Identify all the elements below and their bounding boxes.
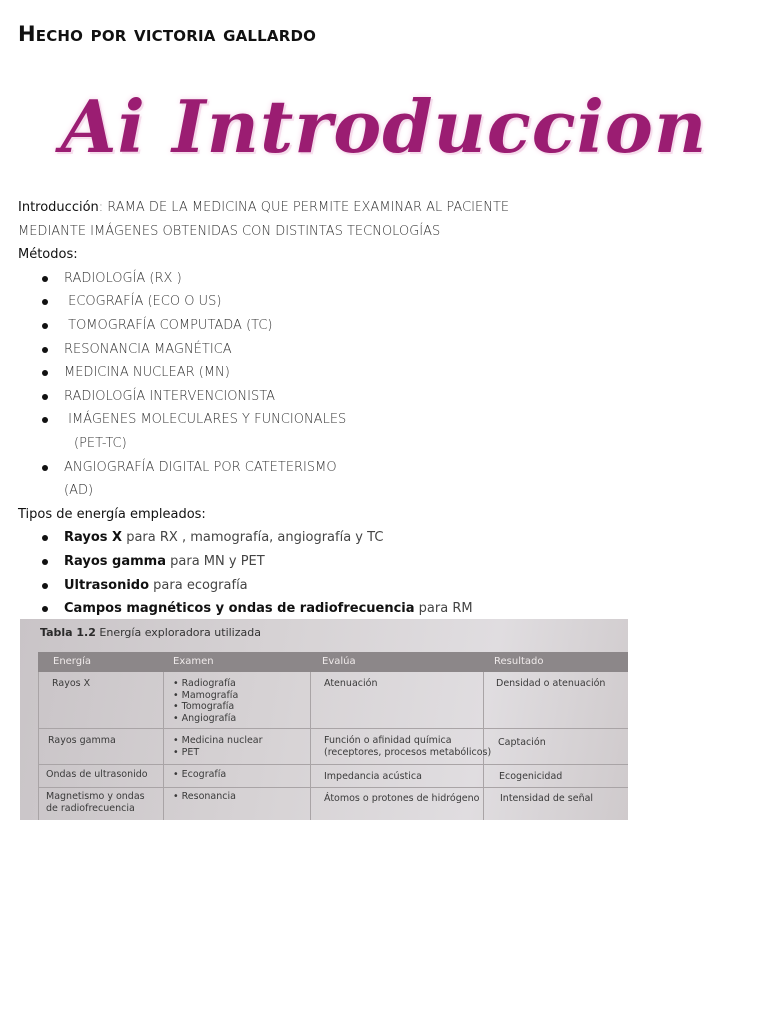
bullet-icon (42, 417, 48, 423)
header-resultado: Resultado (494, 656, 544, 667)
header-examen: Examen (173, 656, 214, 667)
bullet-icon (42, 583, 48, 589)
method-item: RESONANCIA MAGNÉTICA (18, 338, 738, 362)
method-item-continuation: (PET-TC) (74, 435, 127, 451)
method-item: ECOGRAFÍA (ECO O US) (18, 290, 738, 314)
intro-line-1 (18, 196, 738, 220)
notes-body (18, 196, 738, 621)
bullet-icon (42, 299, 48, 305)
table-row: Ondas de ultrasonido • Ecografía Impedancia acústica Ecogenicidad (38, 765, 628, 788)
table-photo (20, 619, 628, 820)
method-item: RADIOLOGÍA INTERVENCIONISTA (18, 385, 738, 409)
table-row: Magnetismo y ondas de radiofrecuencia • Resonancia Átomos o protones de hidrógeno Intensidad de señal (38, 788, 628, 820)
bullet-icon (42, 465, 48, 471)
intro-text-1: : RAMA DE LA MEDICINA QUE PERMITE EXAMINAR AL PACIENTE (98, 200, 510, 215)
method-item: RADIOLOGÍA (RX ) (18, 267, 738, 291)
table-header (38, 652, 628, 672)
energy-item: Rayos X para RX , mamografía, angiografía y TC (18, 526, 738, 550)
method-item-continuation: (AD) (64, 483, 94, 499)
method-item: MEDICINA NUCLEAR (MN) (18, 361, 738, 385)
table-row: Rayos X • Radiografía • Mamografía • Tomografía • Angiografía Atenuación Densidad o atenuación (38, 672, 628, 729)
bullet-icon (42, 394, 48, 400)
intro-label: Introducción (18, 200, 99, 215)
page-title: Ai Introduccion (60, 84, 708, 169)
intro-line-2: MEDIANTE IMÁGENES OBTENIDAS CON DISTINTAS TECNOLOGÍAS (18, 223, 441, 239)
method-item: ANGIOGRAFÍA DIGITAL POR CATETERISMO (18, 456, 738, 480)
bullet-icon (42, 347, 48, 353)
bullet-icon (42, 370, 48, 376)
author-heading: Hecho por victoria gallardo (18, 22, 317, 46)
table-row: Rayos gamma • Medicina nuclear • PET Función o afinidad química (receptores, procesos metabólicos) Captación (38, 729, 628, 765)
method-item: IMÁGENES MOLECULARES Y FUNCIONALES (18, 408, 738, 432)
energy-label: Tipos de energía empleados: (18, 506, 206, 522)
energy-item: Ultrasonido para ecografía (18, 574, 738, 598)
energy-item: Rayos gamma para MN y PET (18, 550, 738, 574)
bullet-icon (42, 276, 48, 282)
table-caption: Tabla 1.2 Energía exploradora utilizada (40, 626, 261, 639)
header-evalua: Evalúa (322, 656, 356, 667)
bullet-icon (42, 559, 48, 565)
bullet-icon (42, 323, 48, 329)
header-energia: Energía (53, 656, 91, 667)
energy-item: Campos magnéticos y ondas de radiofrecuencia para RM (18, 597, 738, 621)
bullet-icon (42, 606, 48, 612)
method-item: TOMOGRAFÍA COMPUTADA (TC) (18, 314, 738, 338)
bullet-icon (42, 535, 48, 541)
methods-label: Métodos: (18, 247, 78, 263)
